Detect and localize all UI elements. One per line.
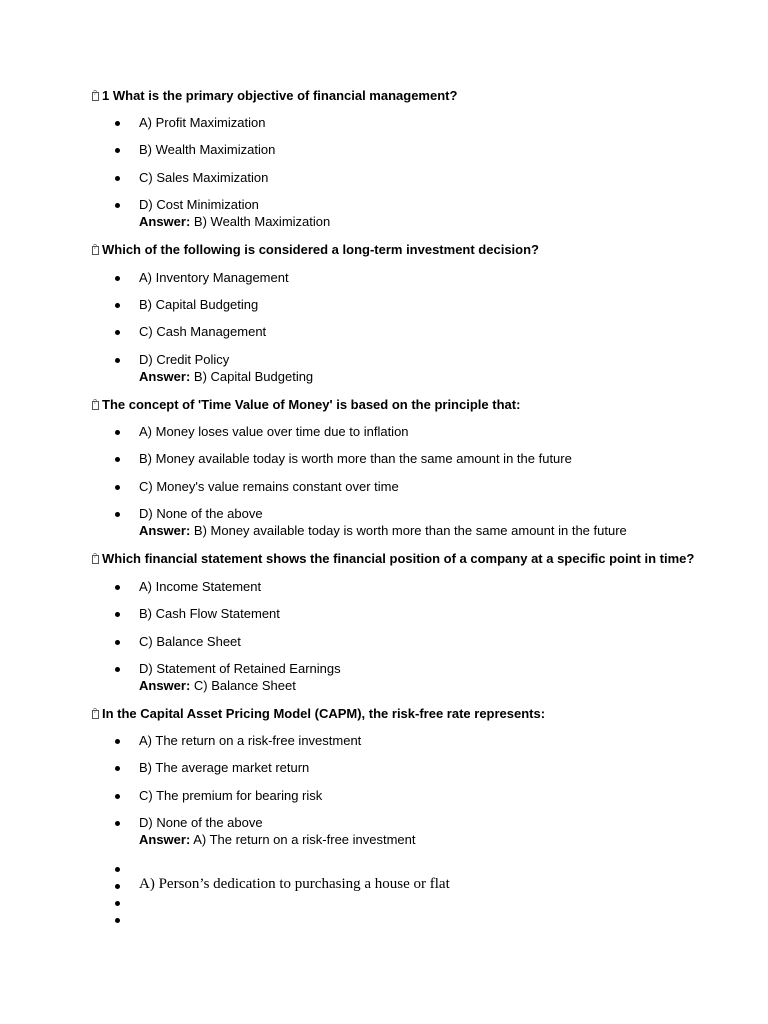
- missing-glyph-icon: [92, 401, 99, 410]
- answer-text: B) Money available today is worth more than the same amount in the future: [193, 523, 627, 538]
- bullet-icon: [115, 485, 120, 490]
- question-1: [92, 88, 457, 103]
- bullet-icon: [115, 821, 120, 826]
- question-text: Which of the following is considered a long-term investment decision?: [102, 242, 539, 257]
- bullet-icon: [115, 794, 120, 799]
- bullet-icon: [115, 303, 120, 308]
- option: B) Cash Flow Statement: [139, 606, 280, 621]
- trailing-list-item: A) Person’s dedication to purchasing a house or flat: [139, 876, 450, 892]
- question-text: In the Capital Asset Pricing Model (CAPM), the risk-free rate represents:: [102, 706, 546, 721]
- answer-label: Answer:: [139, 369, 191, 384]
- option: A) Income Statement: [139, 579, 262, 594]
- option: D) None of the above: [139, 506, 263, 521]
- bullet-icon: [115, 918, 120, 923]
- option: B) The average market return: [139, 760, 310, 775]
- option: D) None of the above: [139, 815, 263, 830]
- bullet-icon: [115, 739, 120, 744]
- bullet-icon: [115, 121, 120, 126]
- answer-text: B) Capital Budgeting: [193, 369, 314, 384]
- answer-line: [139, 214, 330, 229]
- question-number: 1: [102, 88, 110, 103]
- option: B) Money available today is worth more than the same amount in the future: [139, 451, 572, 466]
- option: C) The premium for bearing risk: [139, 788, 323, 803]
- bullet-icon: [115, 203, 120, 208]
- answer-text: A) The return on a risk-free investment: [193, 832, 416, 847]
- missing-glyph-icon: [92, 710, 99, 719]
- option: C) Money's value remains constant over time: [139, 479, 399, 494]
- option: D) Statement of Retained Earnings: [139, 661, 341, 676]
- answer-label: Answer:: [139, 678, 191, 693]
- bullet-icon: [115, 176, 120, 181]
- option: B) Wealth Maximization: [139, 142, 276, 157]
- bullet-icon: [115, 901, 120, 906]
- answer-line: [139, 523, 627, 538]
- missing-glyph-icon: [92, 92, 99, 101]
- option: A) Profit Maximization: [139, 115, 266, 130]
- bullet-icon: [115, 667, 120, 672]
- answer-text: B) Wealth Maximization: [193, 214, 331, 229]
- option: A) Money loses value over time due to inflation: [139, 424, 409, 439]
- bullet-icon: [115, 766, 120, 771]
- question-4: [92, 551, 694, 566]
- bullet-icon: [115, 867, 120, 872]
- question-3: [92, 397, 520, 412]
- bullet-icon: [115, 585, 120, 590]
- question-text: What is the primary objective of financial management?: [112, 88, 458, 103]
- bullet-icon: [115, 276, 120, 281]
- bullet-icon: [115, 148, 120, 153]
- missing-glyph-icon: [92, 246, 99, 255]
- answer-line: [139, 369, 313, 384]
- answer-line: [139, 832, 416, 847]
- bullet-icon: [115, 430, 120, 435]
- bullet-icon: [115, 358, 120, 363]
- option: C) Cash Management: [139, 324, 267, 339]
- question-text: Which financial statement shows the financial position of a company at a specific point in time?: [102, 551, 695, 566]
- question-2: [92, 242, 539, 257]
- bullet-icon: [115, 330, 120, 335]
- bullet-icon: [115, 512, 120, 517]
- option: C) Sales Maximization: [139, 170, 269, 185]
- option: B) Capital Budgeting: [139, 297, 259, 312]
- option: A) Inventory Management: [139, 270, 289, 285]
- missing-glyph-icon: [92, 555, 99, 564]
- bullet-icon: [115, 457, 120, 462]
- answer-label: Answer:: [139, 523, 191, 538]
- option: D) Credit Policy: [139, 352, 230, 367]
- option: A) The return on a risk-free investment: [139, 733, 362, 748]
- answer-label: Answer:: [139, 832, 191, 847]
- bullet-icon: [115, 612, 120, 617]
- bullet-icon: [115, 640, 120, 645]
- question-text: The concept of 'Time Value of Money' is based on the principle that:: [102, 397, 521, 412]
- option: D) Cost Minimization: [139, 197, 259, 212]
- question-5: [92, 706, 545, 721]
- bullet-icon: [115, 884, 120, 889]
- answer-text: C) Balance Sheet: [193, 678, 296, 693]
- option: C) Balance Sheet: [139, 634, 241, 649]
- answer-line: [139, 678, 296, 693]
- answer-label: Answer:: [139, 214, 191, 229]
